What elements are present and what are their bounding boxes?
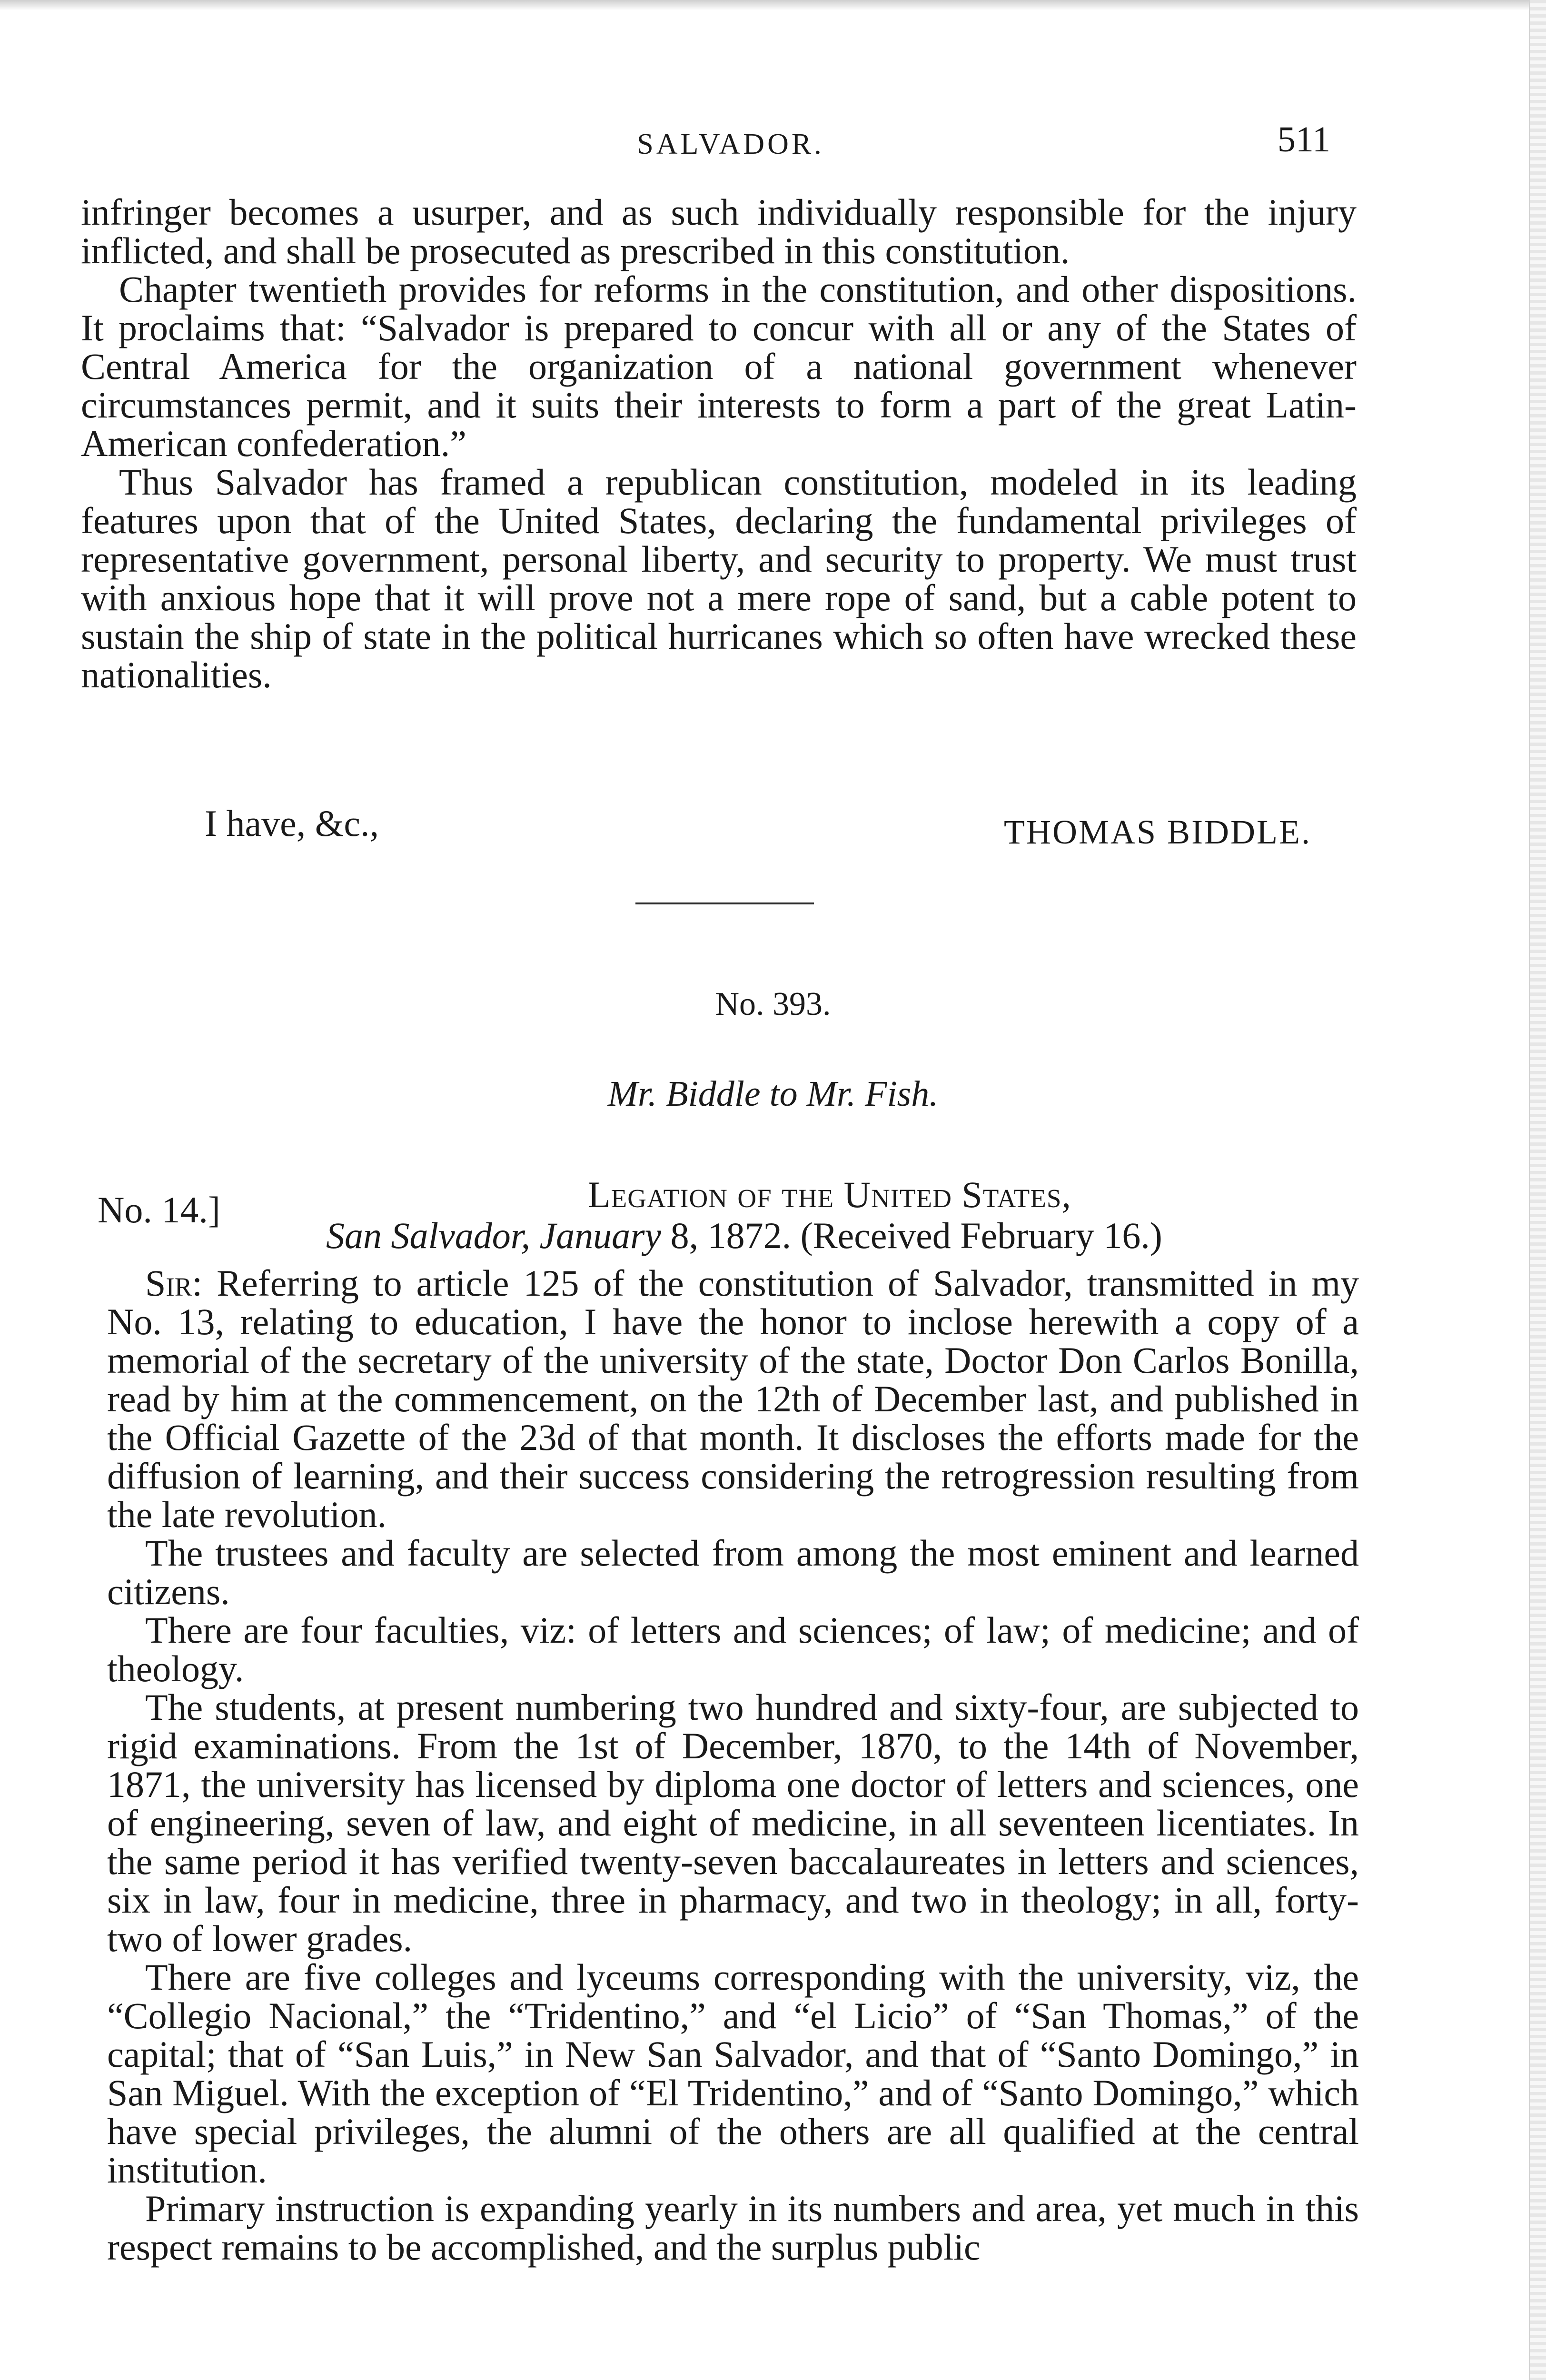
page-number: 511: [1277, 119, 1330, 159]
closing: [81, 802, 1357, 850]
paragraph: Primary instruction is expanding yearly in its numbers and area, yet much in this respect remains to be accomplished, and the surplus public: [107, 2188, 1359, 2268]
signature: THOMAS BIDDLE.: [1004, 813, 1311, 851]
closing-greeting: I have, &c.,: [205, 803, 379, 844]
section-2-body: [107, 1264, 1359, 2266]
paragraph: The students, at present numbering two hundred and sixty-four, are subjected to rigid examinations. From the 1st of December, 1870, to the 14th of November, 1871, the university has licensed by diploma one doctor of letters and sciences, one of engineering, seven of law, and eight of medicine, in all seventeen licentiates. In the same period it has verified twenty-seven baccalaureates in letters and sciences, six in law, four in medicine, three in pharmacy, and two in theology; in all, forty-two of lower grades.: [107, 1686, 1359, 1959]
scan-top-edge: [0, 0, 1546, 10]
document-number: No. 393.: [715, 986, 831, 1022]
dateline-rest: 8, 1872. (Received February 16.): [661, 1215, 1162, 1256]
running-head: SALVADOR.: [637, 128, 824, 160]
paragraph: [107, 1264, 1359, 1534]
document-title: Mr. Biddle to Mr. Fish.: [607, 1074, 939, 1114]
paragraph: There are five colleges and lyceums corresponding with the university, viz, the “Collegio Nacional,” the “Tridentino,” and “el Licio” of “San Thomas,” of the capital; that of “San Luis,” in New San Salvador, and that of “Santo Domingo,” in San Miguel. With the exception of “El Tridentino,” and of “Santo Domingo,” which have special privileges, the alumni of the others are all qualified at the central institution.: [107, 1956, 1359, 2191]
salutation: Sir: [145, 1262, 192, 1304]
paragraph: There are four faculties, viz: of letters and sciences; of law; of medicine; and of theology.: [107, 1609, 1359, 1689]
paragraph: Thus Salvador has framed a republican constitution, modeled in its leading features upon that of the United States, declaring the fundamental privileges of representative government, personal liberty, and security to property. We must trust with anxious hope that it will prove not a mere rope of sand, but a cable potent to sustain the ship of state in the political hurricanes which so often have wrecked these nationalities.: [81, 461, 1357, 695]
paragraph-text: : Referring to article 125 of the constitution of Salvador, transmitted in my No. 13, relating to education, I have the honor to inclose herewith a copy of a memorial of the secretary of the university of the state, Doctor Don Carlos Bonilla, read by him at the commencement, on the 12th of December last, and published in the Official Gazette of the 23d of that month. It discloses the efforts made for the diffusion of learning, and their success considering the retrogression resulting from the late revolution.: [107, 1262, 1359, 1535]
binding-edge: [1529, 0, 1546, 2380]
legation-line: Legation of the United States,: [588, 1174, 1071, 1215]
paragraph: Chapter twentieth provides for reforms in the constitution, and other dispositions. It proclaims that: “Salvador is prepared to concur with all or any of the States of Central America for the organization of a national government whenever circumstances permit, and it suits their interests to form a part of the great Latin-American confederation.”: [81, 268, 1357, 464]
paragraph: The trustees and faculty are selected from among the most eminent and learned citizens.: [107, 1532, 1359, 1612]
paragraph: infringer becomes a usurper, and as such individually responsible for the injury inflicted, and shall be prosecuted as prescribed in this constitution.: [81, 191, 1357, 271]
despatch-number: No. 14.]: [98, 1189, 220, 1230]
dateline: [326, 1214, 1162, 1257]
despatch-heading: [98, 1173, 1357, 1264]
page-header: [81, 119, 1357, 171]
section-1-body: [81, 193, 1357, 694]
dateline-place: San Salvador, January: [326, 1215, 662, 1256]
section-divider: [635, 902, 814, 904]
